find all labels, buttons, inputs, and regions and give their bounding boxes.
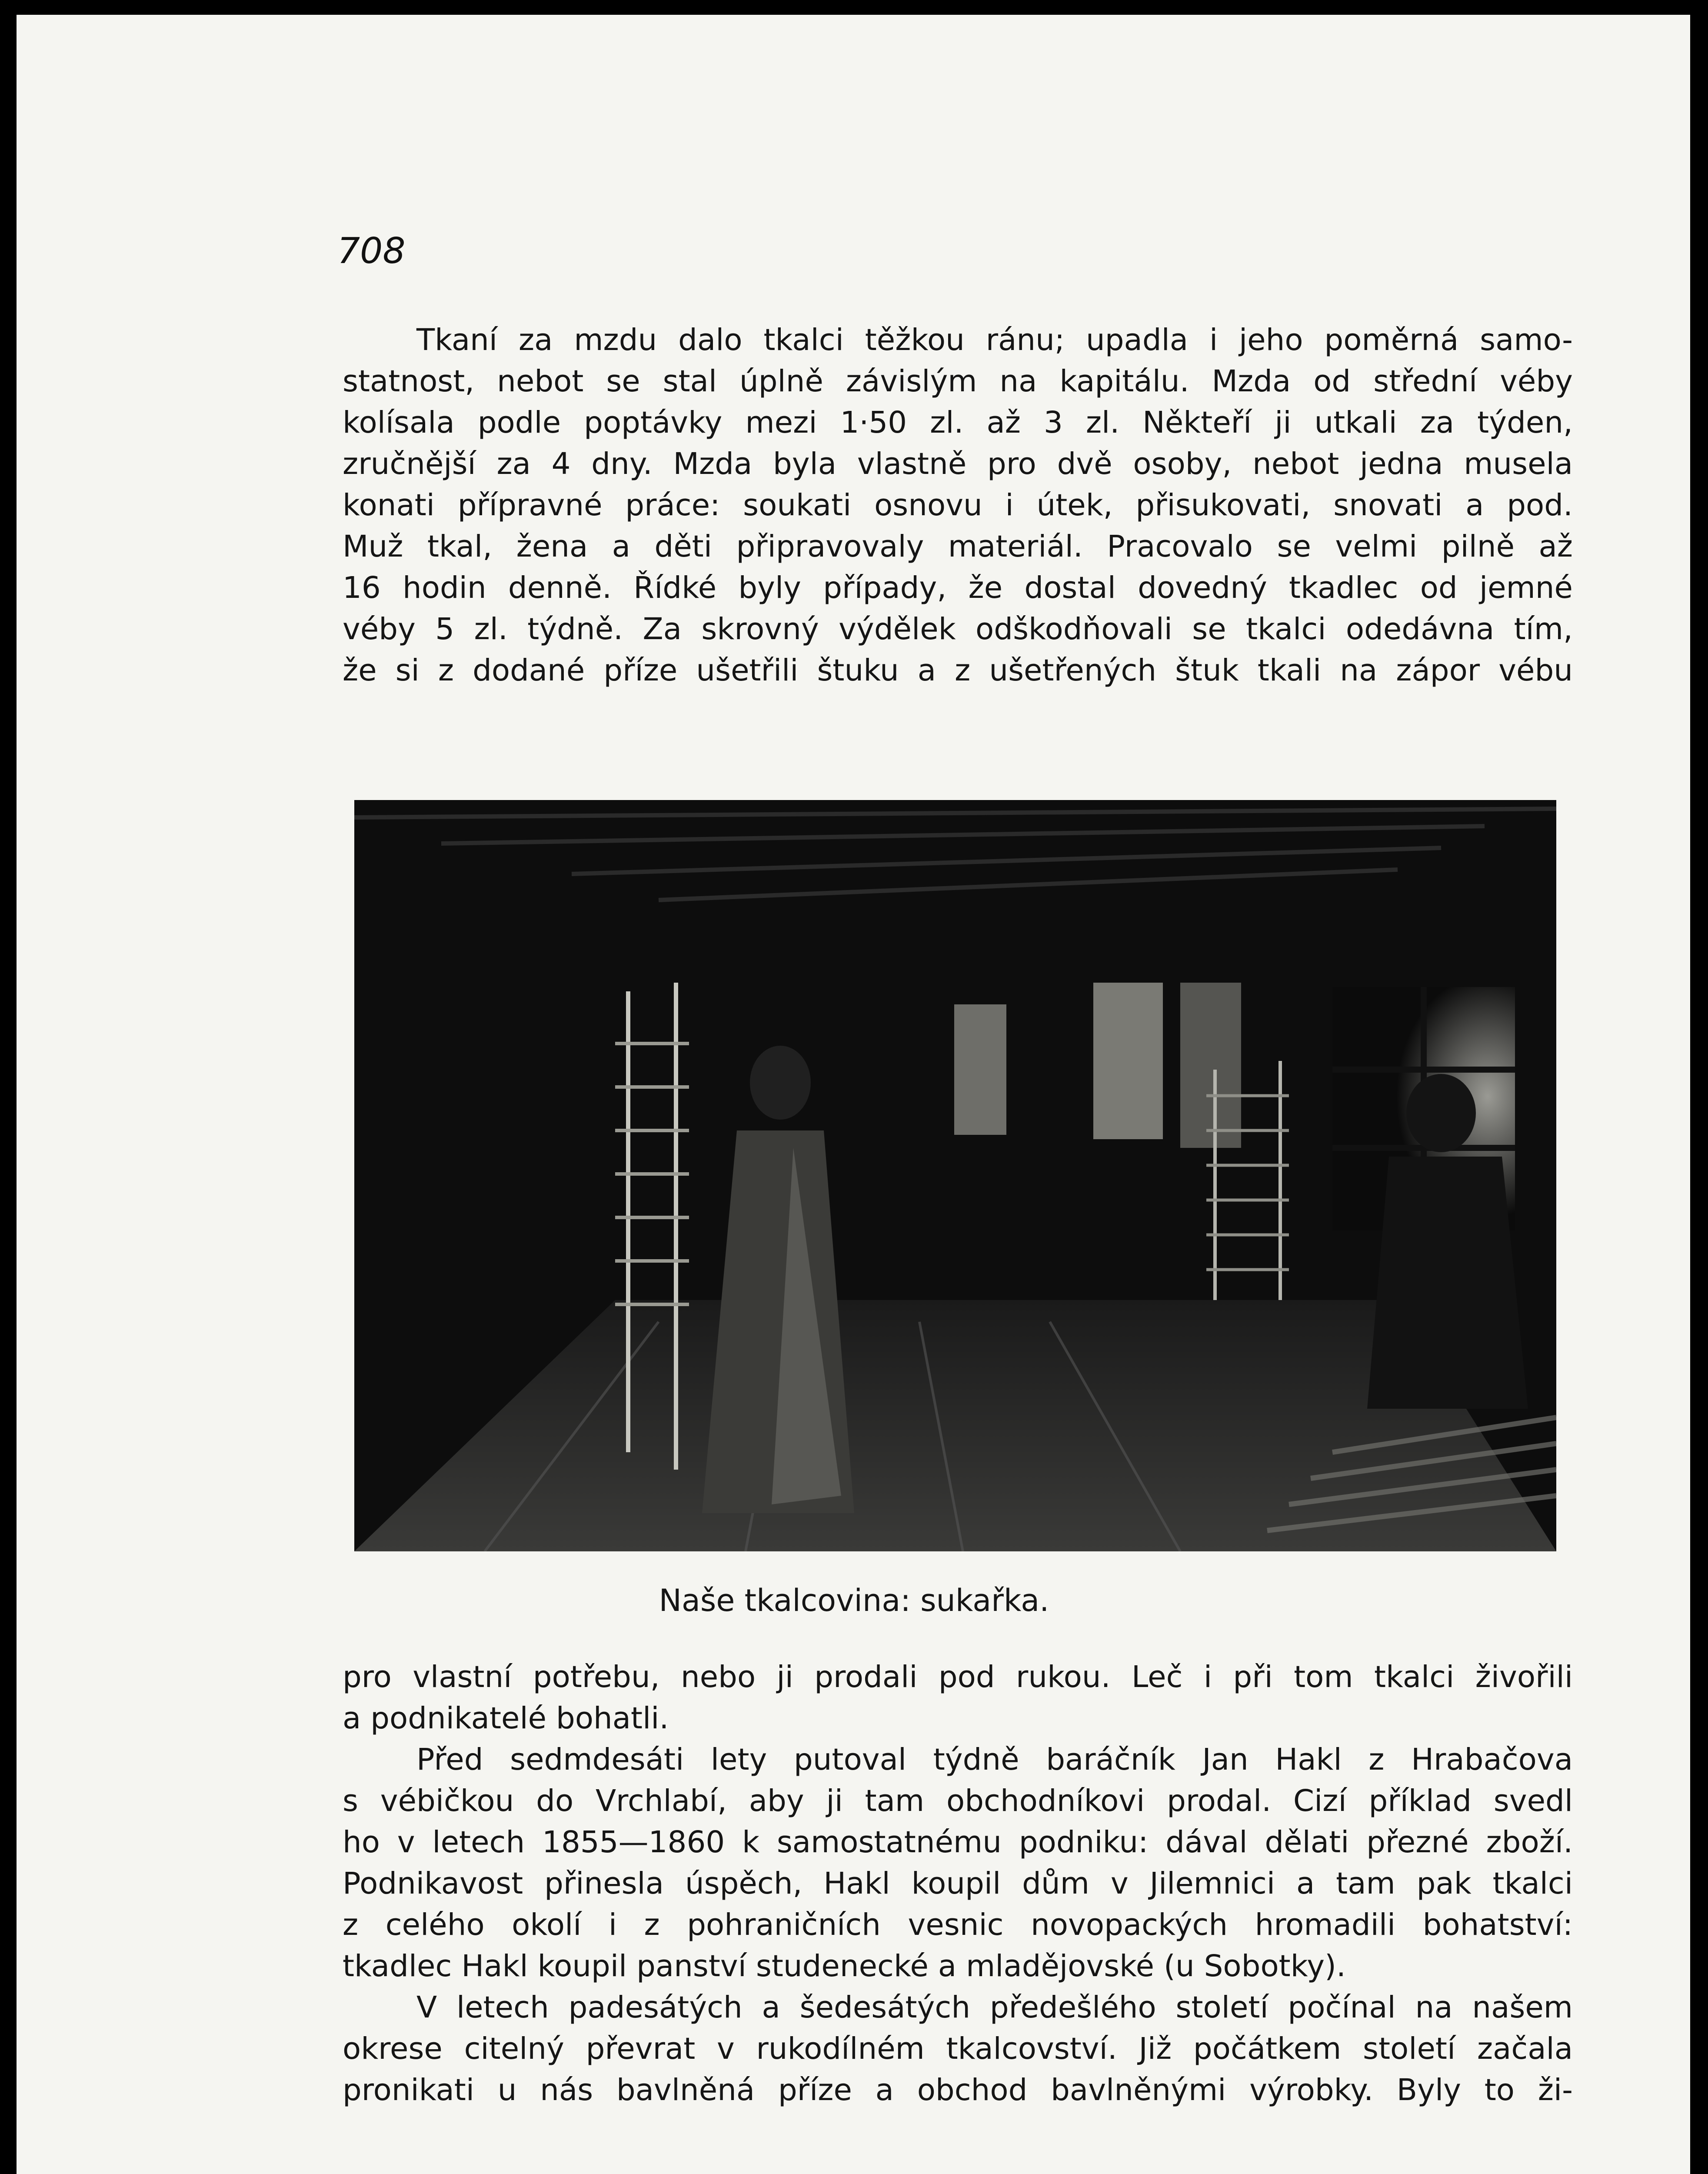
text-line: Před sedmdesáti lety putoval týdně baráčník Jan Hakl z Hrabačova [416, 1742, 1573, 1777]
text-line: s vébičkou do Vrchlabí, aby ji tam obchodníkovi prodal. Cizí příklad svedl [343, 1784, 1573, 1818]
text-line: zručnější za 4 dny. Mzda byla vlastně pro dvě osoby, nebot jedna musela [343, 447, 1573, 481]
text-line: okrese citelný převrat v rukodílném tkalcovství. Již počátkem století začala [343, 2031, 1573, 2066]
photo-caption: Naše tkalcovina: sukařka. [659, 1583, 1049, 1618]
text-line: V letech padesátých a šedesátých předešlého století počínal na našem [416, 1990, 1573, 2025]
text-line: véby 5 zl. týdně. Za skrovný výdělek odškodňovali se tkalci odedávna tím, [343, 612, 1573, 647]
text-line: z celého okolí i z pohraničních vesnic novopackých hromadili bohatství: [343, 1907, 1573, 1942]
text-line: 16 hodin denně. Řídké byly případy, že dostal dovedný tkadlec od jemné [343, 570, 1573, 605]
text-line: konati přípravné práce: soukati osnovu i útek, přisukovati, snovati a pod. [343, 488, 1573, 523]
text-line: tkadlec Hakl koupil panství studenecké a mladějovské (u Sobotky). [343, 1949, 1346, 1984]
text-line: statnost, nebot se stal úplně závislým na kapitálu. Mzda od střední véby [343, 364, 1573, 399]
text-line: že si z dodané příze ušetřili štuku a z ušetřených štuk tkali na zápor vébu [343, 653, 1573, 688]
text-line: Muž tkal, žena a děti připravovaly materiál. Pracovalo se velmi pilně až [343, 529, 1573, 564]
text-line: Podnikavost přinesla úspěch, Hakl koupil dům v Jilemnici a tam pak tkalci [343, 1866, 1573, 1901]
text-line: kolísala podle poptávky mezi 1·50 zl. až 3 zl. Někteří ji utkali za týden, [343, 405, 1573, 440]
weaving-workshop-photo [354, 800, 1556, 1551]
top-paragraph [343, 320, 1573, 691]
page-number: 708 [337, 230, 406, 272]
text-line: a podnikatelé bohatli. [343, 1701, 669, 1736]
text-line: pro vlastní potřebu, nebo ji prodali pod rukou. Leč i při tom tkalci živořili [343, 1660, 1573, 1694]
bottom-text [343, 1657, 1573, 2111]
text-line: Tkaní za mzdu dalo tkalci těžkou ránu; upadla i jeho poměrná samo- [416, 323, 1573, 357]
text-line: ho v letech 1855—1860 k samostatnému podniku: dával dělati přezné zboží. [343, 1825, 1573, 1860]
text-line: pronikati u nás bavlněná příze a obchod bavlněnými výrobky. Byly to ži- [343, 2073, 1573, 2107]
